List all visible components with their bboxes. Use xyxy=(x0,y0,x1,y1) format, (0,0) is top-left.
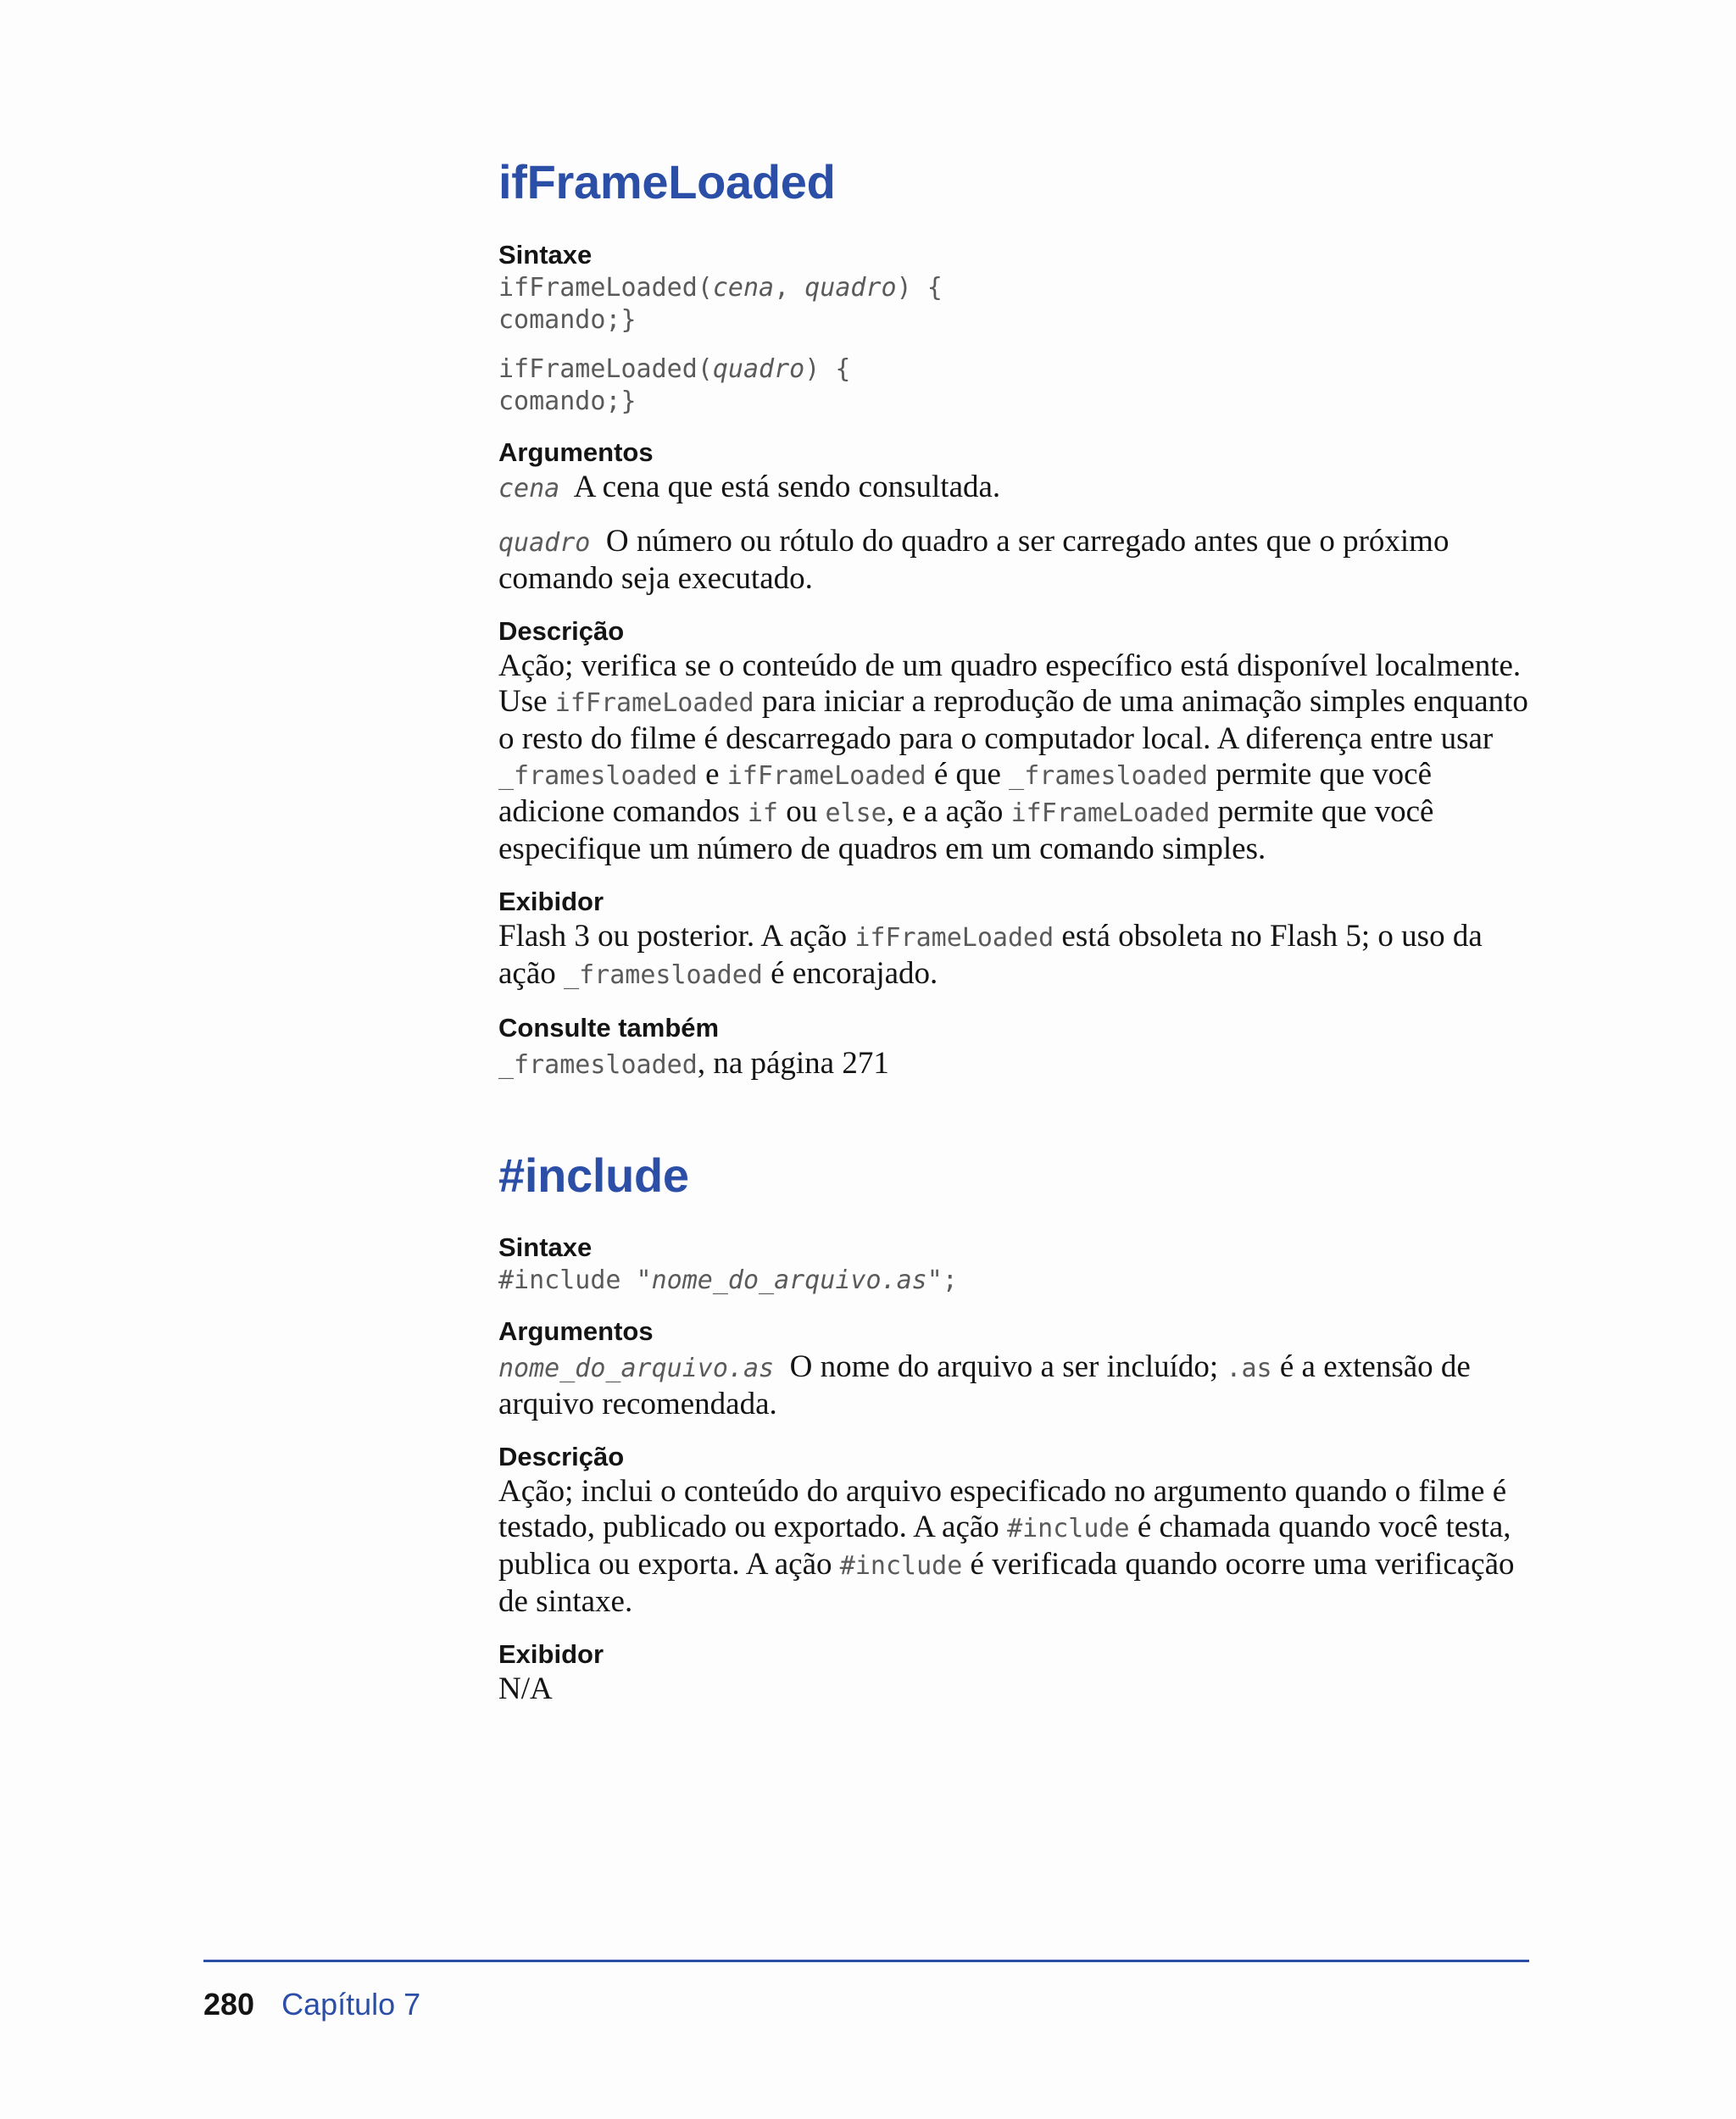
player-heading: Exibidor xyxy=(498,887,604,917)
player-heading: Exibidor xyxy=(498,1638,604,1669)
inline-code: else xyxy=(825,798,887,829)
code-text: , xyxy=(774,272,805,303)
description-text xyxy=(498,1474,1533,1620)
text-run: , na página 271 xyxy=(697,1045,889,1081)
argument-description: A cena que está sendo consultada. xyxy=(573,469,1001,504)
code-text: comando;} xyxy=(498,386,637,416)
code-arg: quadro xyxy=(804,272,897,303)
see-also-link[interactable]: _framesloaded xyxy=(498,1049,698,1080)
player-text xyxy=(498,919,1533,993)
inline-code: _framesloaded xyxy=(564,960,763,991)
text-run: Ação; inclui o conteúdo do arquivo especificado no argumento quando o filme é testado, publicado ou exportado. A ação xyxy=(498,1473,1507,1544)
see-also-heading: Consulte também xyxy=(498,1013,720,1043)
code-text: #include " xyxy=(498,1265,652,1296)
code-text: ) { xyxy=(896,272,943,303)
argument-quadro xyxy=(498,524,1533,597)
code-text: "; xyxy=(926,1265,958,1296)
description-heading: Descrição xyxy=(498,1441,625,1471)
text-run: permite que você especifique um número de quadros em um comando simples. xyxy=(498,794,1434,867)
see-also-text xyxy=(498,1046,1533,1083)
inline-code: _framesloaded xyxy=(498,761,698,792)
text-run: Flash 3 ou posterior. A ação xyxy=(498,919,855,954)
section-title-ifframeloaded: ifFrameLoaded xyxy=(498,155,836,209)
footer-divider xyxy=(203,1960,1529,1962)
argument-nome-do-arquivo xyxy=(498,1349,1533,1422)
syntax-heading: Sintaxe xyxy=(498,239,593,270)
code-text: ifFrameLoaded( xyxy=(498,272,713,303)
chapter-label: Capítulo 7 xyxy=(281,1987,421,2022)
code-text: ) { xyxy=(804,353,851,384)
page-number: 280 xyxy=(203,1987,255,2022)
arguments-heading: Argumentos xyxy=(498,437,654,467)
inline-code: ifFrameLoaded xyxy=(854,923,1054,954)
player-text: N/A xyxy=(498,1671,553,1706)
description-text xyxy=(498,648,1533,867)
argument-name: quadro xyxy=(498,527,591,558)
inline-code: ifFrameLoaded xyxy=(1010,798,1210,829)
argument-cena xyxy=(498,470,1533,507)
argument-name: cena xyxy=(498,473,560,503)
text-run: O nome do arquivo a ser incluído; xyxy=(789,1349,1227,1384)
section-title-include: #include xyxy=(498,1148,689,1202)
arguments-heading: Argumentos xyxy=(498,1316,654,1347)
text-run: é encorajado. xyxy=(762,956,938,992)
code-arg: cena xyxy=(712,272,775,303)
inline-code: ifFrameLoaded xyxy=(726,761,926,792)
text-run: é chamada quando você testa, publica ou exporta. A ação xyxy=(498,1509,1511,1582)
description-heading: Descrição xyxy=(498,615,625,646)
content-column xyxy=(498,156,1533,1724)
code-text: comando;} xyxy=(498,304,637,335)
code-arg: quadro xyxy=(712,353,805,384)
syntax-heading: Sintaxe xyxy=(498,1232,593,1263)
inline-code: #include xyxy=(839,1550,963,1581)
inline-code: ifFrameLoaded xyxy=(554,688,754,719)
text-run: e xyxy=(697,757,727,793)
text-run: Ação; verifica se o conteúdo de um quadro específico está disponível localmente. Use xyxy=(498,648,1522,720)
text-run: é verificada quando ocorre uma verificação de sintaxe. xyxy=(498,1546,1515,1619)
inline-code: .as xyxy=(1226,1353,1272,1383)
inline-code: if xyxy=(747,798,778,829)
text-run: , e a ação xyxy=(886,794,1011,830)
text-run: está obsoleta no Flash 5; o uso da ação xyxy=(498,919,1483,992)
syntax-block-1 xyxy=(498,272,1533,336)
text-run: é a extensão de arquivo recomendada. xyxy=(498,1349,1471,1421)
argument-description: O número ou rótulo do quadro a ser carregado antes que o próximo comando seja executado. xyxy=(498,523,1449,596)
text-run: para iniciar a reprodução de uma animação simples enquanto o resto do filme é descarregado para o computador local. A diferença entre usar xyxy=(498,684,1528,757)
syntax-block-2 xyxy=(498,353,1533,418)
text-run: é que xyxy=(926,757,1010,793)
text-run: ou xyxy=(777,794,826,830)
inline-code: #include xyxy=(1007,1513,1130,1543)
text-run: permite que você adicione comandos xyxy=(498,757,1433,830)
page-footer xyxy=(203,1987,420,2022)
argument-name: nome_do_arquivo.as xyxy=(498,1353,775,1383)
inline-code: _framesloaded xyxy=(1009,761,1208,792)
code-text: ifFrameLoaded( xyxy=(498,353,713,384)
code-arg: nome_do_arquivo.as xyxy=(651,1265,927,1296)
syntax-block xyxy=(498,1265,1533,1297)
